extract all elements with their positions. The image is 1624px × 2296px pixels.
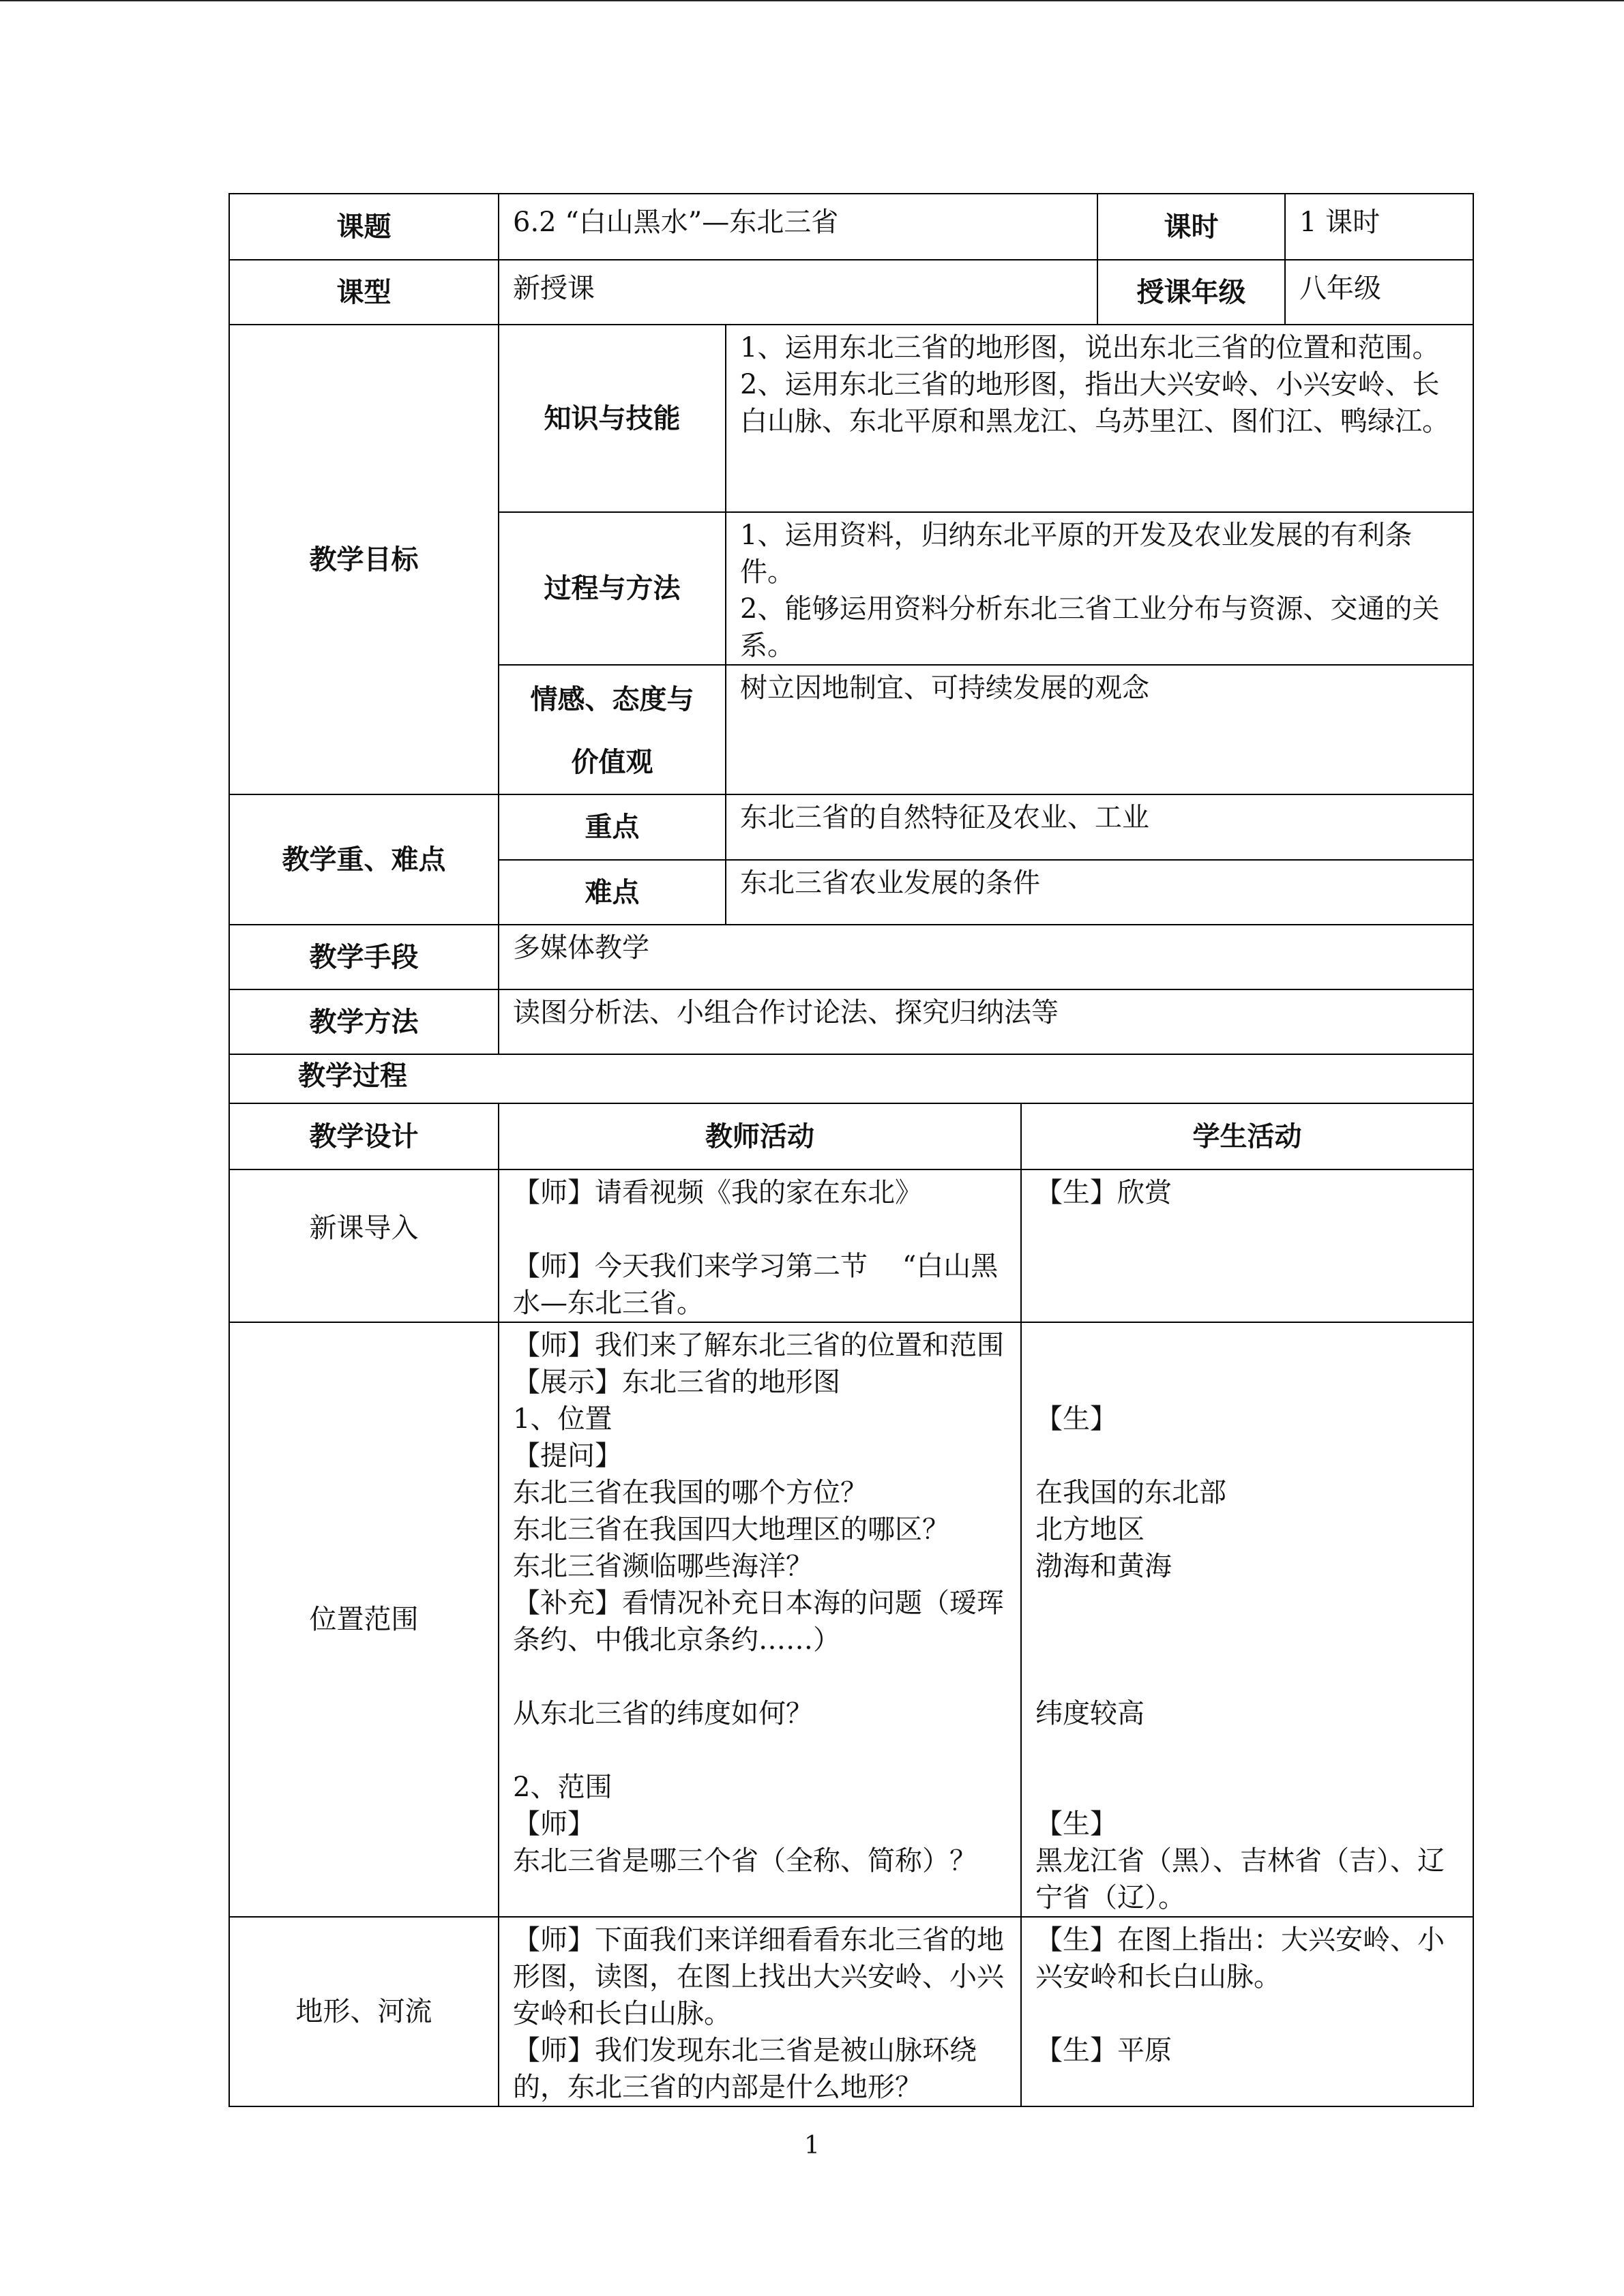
teacher-column-header: 教师活动	[499, 1103, 1021, 1169]
intro-design: 新课导入	[229, 1169, 499, 1322]
terrain-student: 【生】在图上指出：大兴安岭、小兴安岭和长白山脉。 【生】平原	[1035, 1924, 1445, 2066]
knowledge-text: 1、运用东北三省的地形图，说出东北三省的位置和范围。 2、运用东北三省的地形图，指出大兴安岭、小兴安岭、长白山脉、东北平原和黑龙江、乌苏里江、图们江、鸭绿江。	[740, 332, 1449, 437]
emotion-label-line1: 情感、态度与	[530, 684, 694, 715]
key-points-label: 教学重、难点	[229, 794, 499, 925]
emotion-label	[499, 665, 726, 794]
emotion-text: 树立因地制宜、可持续发展的观念	[726, 665, 1473, 794]
intro-teacher: 【师】请看视频《我的家在东北》 【师】今天我们来学习第二节 “白山黑水—东北三省。	[513, 1177, 999, 1319]
process-text: 1、运用资料，归纳东北平原的开发及农业发展的有利条件。 2、能够运用资料分析东北三省工业分布与资源、交通的关系。	[740, 520, 1440, 661]
process-row-terrain	[229, 1917, 1473, 2106]
terrain-design: 地形、河流	[229, 1917, 499, 2106]
means-text: 多媒体教学	[499, 925, 1473, 989]
methods-text: 读图分析法、小组合作讨论法、探究归纳法等	[499, 989, 1473, 1054]
topic-label: 课题	[229, 194, 499, 260]
focus-row	[229, 794, 1473, 860]
hours-value: 1 课时	[1285, 194, 1473, 260]
location-student: 【生】 在我国的东北部 北方地区 渤海和黄海 纬度较高 【生】 黑龙江省（黑）、吉林省（吉）、辽宁省（辽）。	[1035, 1403, 1445, 1913]
location-teacher: 【师】我们来了解东北三省的位置和范围 【展示】东北三省的地形图 1、位置 【提问】 东北三省在我国的哪个方位？ 东北三省在我国四大地理区的哪区？ 东北三省濒临哪些海洋？ 【补充】看情况补充日本海的问题（瑷珲条约、中俄北京条约……） 从东北三省的纬度如何？ 2、范围 【师】 东北三省是哪三个省（全称、简称）？	[513, 1330, 1004, 1877]
process-header-row	[229, 1103, 1473, 1169]
focus-text: 东北三省的自然特征及农业、工业	[726, 794, 1473, 860]
page-number: 1	[804, 2132, 820, 2160]
focus-label: 重点	[499, 794, 726, 860]
process-title-row	[229, 1054, 1473, 1103]
intro-student: 【生】欣赏	[1035, 1177, 1172, 1208]
type-value: 新授课	[499, 260, 1097, 325]
location-design: 位置范围	[229, 1322, 499, 1917]
lesson-plan-table	[228, 193, 1474, 2107]
design-column-header: 教学设计	[229, 1103, 499, 1169]
process-row-intro	[229, 1169, 1473, 1322]
hours-label: 课时	[1097, 194, 1285, 260]
student-column-header: 学生活动	[1021, 1103, 1473, 1169]
grade-label: 授课年级	[1097, 260, 1285, 325]
emotion-label-line2: 价值观	[571, 747, 653, 778]
terrain-teacher: 【师】下面我们来详细看看东北三省的地形图，读图，在图上找出大兴安岭、小兴安岭和长白山脉。 【师】我们发现东北三省是被山脉环绕的，东北三省的内部是什么地形？	[513, 1924, 1004, 2103]
process-row-location	[229, 1322, 1473, 1917]
means-row	[229, 925, 1473, 989]
grade-value: 八年级	[1285, 260, 1473, 325]
difficulty-label: 难点	[499, 860, 726, 925]
means-label: 教学手段	[229, 925, 499, 989]
objectives-label: 教学目标	[229, 325, 499, 794]
topic-value: 6.2 “白山黑水”—东北三省	[499, 194, 1097, 260]
difficulty-text: 东北三省农业发展的条件	[726, 860, 1473, 925]
methods-label: 教学方法	[229, 989, 499, 1054]
methods-row	[229, 989, 1473, 1054]
type-row	[229, 260, 1473, 325]
process-title: 教学过程	[229, 1054, 1473, 1103]
knowledge-row	[229, 325, 1473, 512]
top-border-line	[0, 0, 1624, 1]
topic-row	[229, 194, 1473, 260]
knowledge-label: 知识与技能	[499, 325, 726, 512]
process-label: 过程与方法	[499, 512, 726, 665]
type-label: 课型	[229, 260, 499, 325]
